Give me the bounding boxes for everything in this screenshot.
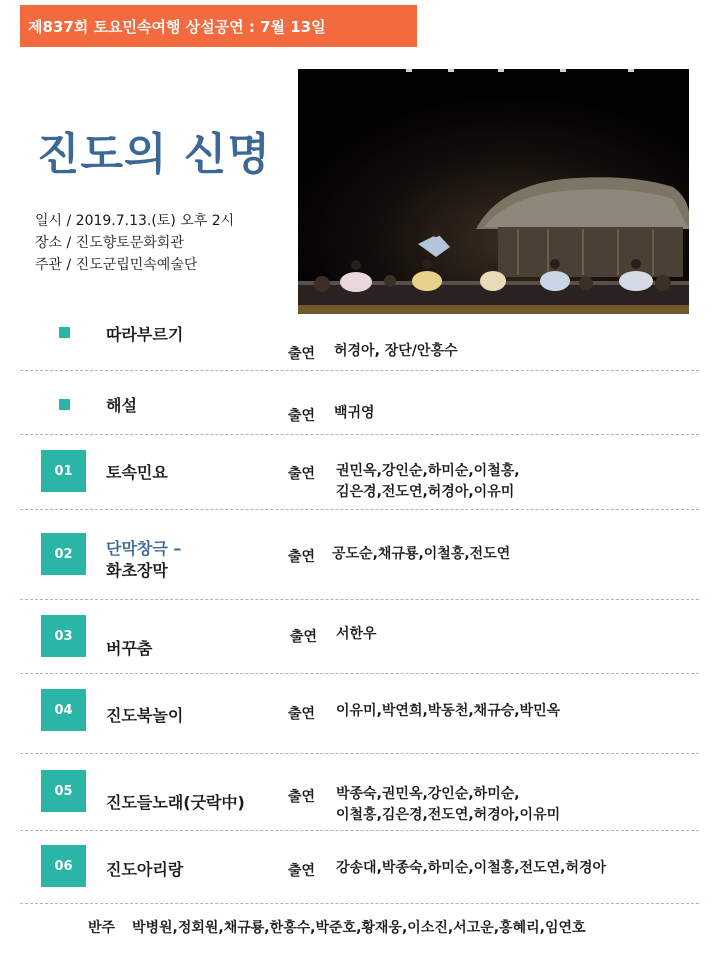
cast-line: 권민옥,강인순,하미순,이철홍, [336, 463, 520, 479]
divider [20, 753, 699, 754]
program-title-commentary: 해설 [106, 396, 137, 415]
info-date: 일시 / 2019.7.13.(토) 오후 2시 [35, 213, 235, 229]
program-title-04 [106, 703, 183, 726]
cast-label: 출연 [288, 408, 316, 424]
cast-names-05 [336, 784, 560, 826]
cast-label: 출연 [288, 346, 316, 362]
stage-photo [298, 69, 689, 314]
program-number-02: 02 [41, 533, 86, 575]
cast-names-03 [336, 624, 377, 645]
bullet-icon [59, 327, 70, 338]
stage-scene-image [298, 69, 689, 314]
cast-line: 이철홍,김은경,전도연,허경아,이유미 [336, 807, 561, 823]
program-number-04: 04 [41, 689, 86, 731]
divider [20, 673, 699, 674]
program-title-line: 화초장막 [106, 561, 168, 580]
header-banner [20, 5, 417, 47]
program-title-05 [106, 790, 245, 813]
divider [20, 903, 699, 904]
cast-names-commentary [334, 403, 375, 424]
program-title-line: 진도아리랑 [106, 860, 184, 879]
cast-names-01 [336, 461, 520, 503]
divider [20, 599, 699, 600]
info-venue: 장소 / 진도향토문화회관 [35, 235, 184, 251]
cast-label: 출연 [288, 466, 316, 482]
accompaniment-label: 반주 [88, 920, 116, 936]
cast-label: 출연 [288, 789, 316, 805]
cast-line: 이유미,박연희,박동천,채규승,박민옥 [336, 703, 561, 719]
program-number-05: 05 [41, 770, 86, 812]
program-number-06: 06 [41, 845, 86, 887]
cast-line: 김은경,전도연,허경아,이유미 [336, 484, 515, 500]
program-title-sing-along: 따라부르기 [106, 325, 184, 344]
cast-label: 출연 [290, 629, 318, 645]
cast-names-04 [336, 701, 560, 722]
program-title-line: 버꾸춤 [106, 639, 153, 658]
cast-line: 공도순,채규룡,이철홍,전도연 [332, 546, 511, 562]
divider [20, 434, 699, 435]
cast-names-sing-along [334, 341, 458, 362]
divider [20, 509, 699, 510]
program-title-line: 토속민요 [106, 463, 168, 482]
divider [20, 370, 699, 371]
program-title-line: 진도북놀이 [106, 706, 184, 725]
program-title-03 [106, 636, 152, 659]
cast-label: 출연 [288, 863, 316, 879]
accompaniment-names: 박병원,정회원,채규룡,한홍수,박준호,황재웅,이소진,서고운,홍혜리,임연호 [131, 920, 586, 936]
program-title-06 [106, 857, 183, 880]
program-title-line: 진도들노래(굿락中) [106, 793, 245, 812]
event-info [35, 210, 234, 276]
cast-names-06 [336, 858, 606, 879]
accompaniment [88, 917, 586, 937]
program-number-03: 03 [41, 615, 86, 657]
bullet-icon [59, 399, 70, 410]
cast-line: 서한우 [336, 626, 377, 642]
cast-line: 허경아, 장단/안홍수 [334, 343, 458, 359]
cast-label: 출연 [288, 549, 316, 565]
program-title-line: 단막창극 – [106, 539, 182, 558]
page-title: 진도의 신명 [37, 129, 271, 180]
header-text: 제837회 토요민속여행 상설공연 : 7월 13일 [28, 17, 326, 36]
divider [20, 830, 699, 831]
cast-names-02 [332, 544, 510, 565]
cast-line: 박종숙,권민옥,강인순,하미순, [336, 786, 520, 802]
program-number-01: 01 [41, 450, 86, 492]
cast-label: 출연 [288, 706, 316, 722]
program-title-01 [106, 460, 168, 483]
cast-line: 백귀영 [334, 405, 375, 421]
info-organizer: 주관 / 진도군립민속예술단 [35, 257, 198, 273]
program-title-02 [106, 538, 181, 582]
cast-line: 강송대,박종숙,하미순,이철홍,전도연,허경아 [336, 860, 607, 876]
